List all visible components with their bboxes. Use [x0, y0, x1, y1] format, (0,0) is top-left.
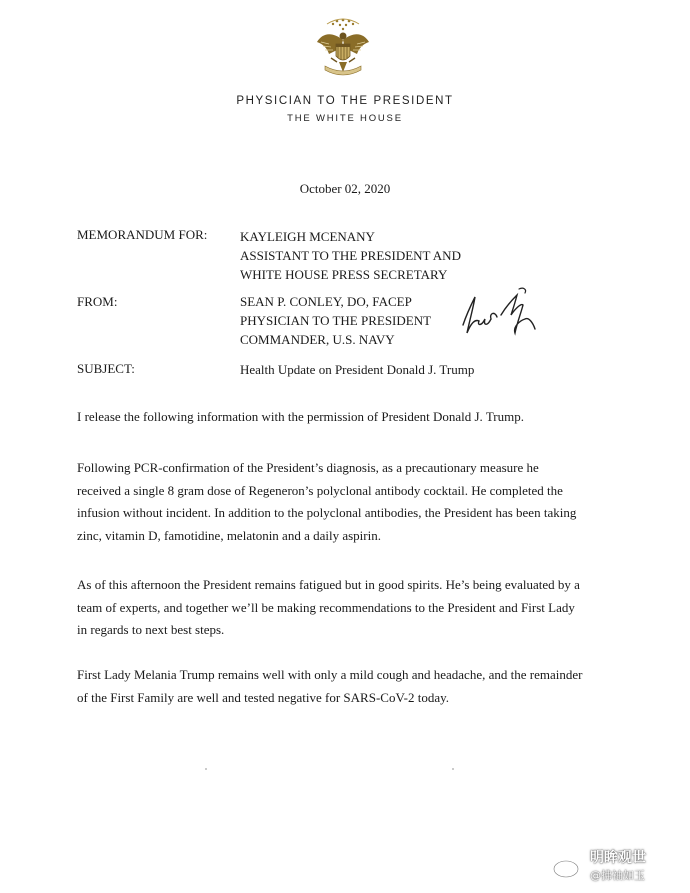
scan-speck	[205, 768, 207, 770]
letterhead-title: PHYSICIAN TO THE PRESIDENT	[236, 95, 454, 107]
memo-subject-label: SUBJECT:	[77, 361, 135, 376]
paragraph-line: As of this afternoon the President remains fatigued but in good spirits. He’s being evaluated by a	[77, 577, 580, 592]
memo-from-line: PHYSICIAN TO THE PRESIDENT	[240, 313, 432, 328]
watermark-handle: @拂袖如玉	[590, 869, 645, 882]
body-paragraph	[77, 574, 617, 642]
memo-for-label: MEMORANDUM FOR:	[77, 227, 208, 242]
memo-from-line: SEAN P. CONLEY, DO, FACEP	[240, 294, 412, 309]
handwritten-signature	[455, 283, 550, 343]
letterhead-subtitle: THE WHITE HOUSE	[287, 113, 403, 124]
paragraph-line: team of experts, and together we’ll be making recommendations to the President and First Lady	[77, 599, 575, 615]
paragraph-line: Following PCR-confirmation of the President’s diagnosis, as a precautionary measure he	[77, 460, 539, 475]
weibo-logo-icon	[552, 851, 586, 881]
watermark	[552, 847, 682, 887]
memo-from-line: COMMANDER, U.S. NAVY	[240, 332, 395, 347]
memo-for-block	[240, 227, 461, 284]
presidential-seal-icon	[313, 14, 373, 84]
memo-from-label: FROM:	[77, 294, 118, 309]
body-paragraph	[77, 457, 617, 547]
memo-subject: Health Update on President Donald J. Trump	[240, 362, 475, 377]
paragraph-line: zinc, vitamin D, famotidine, melatonin and a daily aspirin.	[77, 527, 381, 543]
memo-for-line: WHITE HOUSE PRESS SECRETARY	[240, 267, 448, 282]
paragraph-line: in regards to next best steps.	[77, 622, 225, 637]
paragraph-line: of the First Family are well and tested negative for SARS-CoV-2 today.	[77, 689, 450, 705]
memo-for-line: KAYLEIGH MCENANY	[240, 229, 375, 244]
memo-from-block	[240, 292, 431, 349]
memo-for-line: ASSISTANT TO THE PRESIDENT AND	[240, 248, 461, 263]
watermark-title: 明眸观世	[590, 850, 646, 866]
paragraph-line: received a single 8 gram dose of Regeneron’s polyclonal antibody cocktail. He completed the	[77, 482, 563, 498]
body-paragraph	[77, 406, 617, 429]
body-paragraph	[77, 664, 617, 709]
paragraph-line: I release the following information with the permission of President Donald J. Trump.	[77, 409, 524, 424]
memo-date: October 02, 2020	[299, 181, 391, 196]
paragraph-line: First Lady Melania Trump remains well with only a mild cough and headache, and the remainder	[77, 667, 583, 682]
scan-speck	[452, 768, 454, 770]
paragraph-line: infusion without incident. In addition to the polyclonal antibodies, the President has been taking	[77, 505, 577, 520]
